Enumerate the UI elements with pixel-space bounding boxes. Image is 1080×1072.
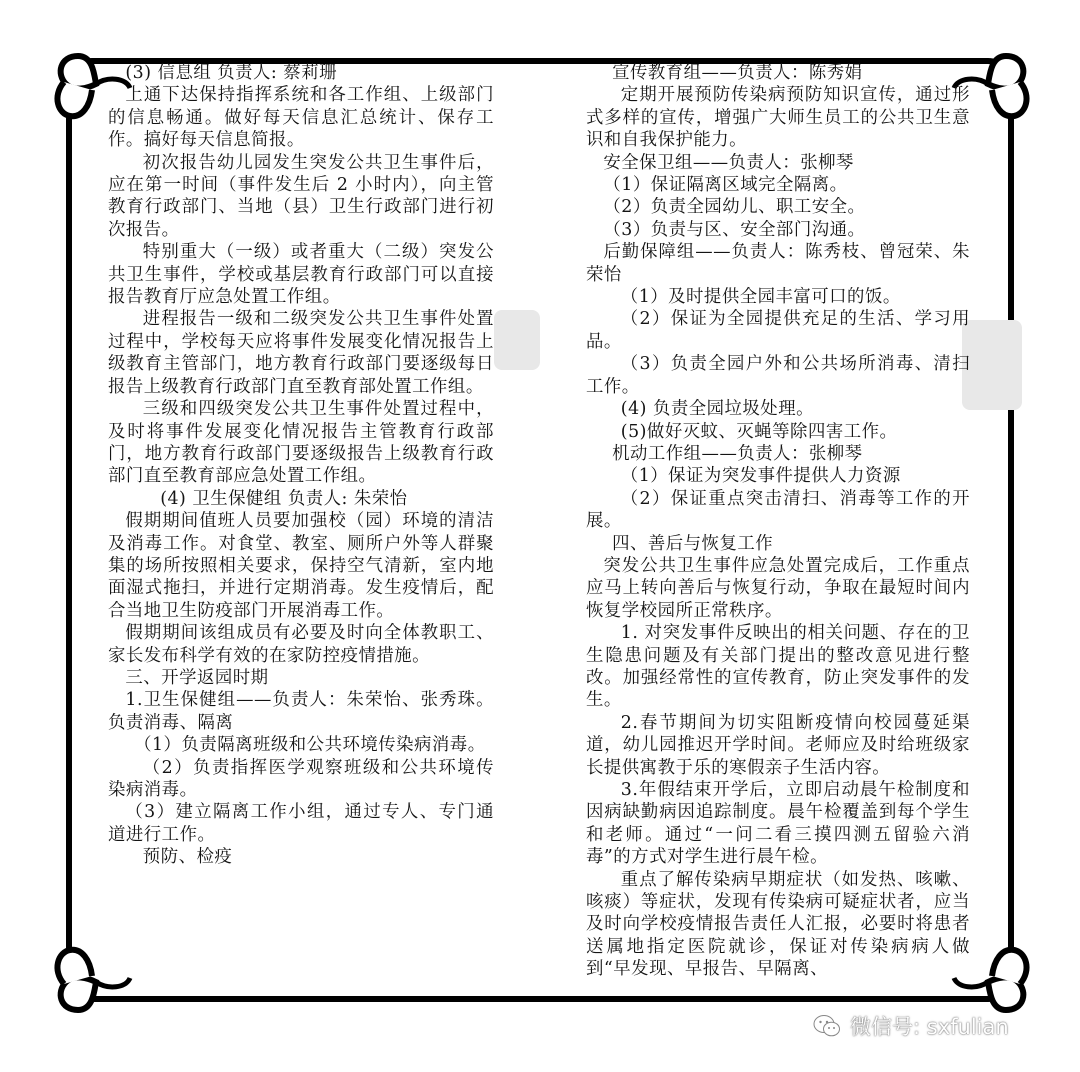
list-item: （1）负责隔离班级和公共环境传染病消毒。 xyxy=(134,735,486,756)
list-item: （2）负责指挥医学观察班级和公共环境传染病消毒。 xyxy=(108,757,494,800)
paragraph: 假期期间该组成员有必要及时向全体教职工、家长发布科学有效的在家防控疫情措施。 xyxy=(108,623,494,666)
side-tab-middle xyxy=(494,310,540,370)
list-item: （1）及时提供全园丰富可口的饭。 xyxy=(620,287,901,308)
paragraph: 2.春节期间为切实阻断疫情向校园蔓延渠道，幼儿园推迟开学时间。老师应及时给班级家长提供寓教于乐的寒假亲子生活内容。 xyxy=(586,712,970,778)
paragraph: 重点了解传染病早期症状（如发热、咳嗽、咳痰）等症状，发现有传染病可疑症状者，应当及时向学校疫情报告责任人汇报，必要时将患者送属地指定医院就诊，保证对传染病病人做到“早发现、早报告、早隔离、 xyxy=(586,869,970,980)
list-item: （2）负责全园幼儿、职工安全。 xyxy=(603,197,866,218)
right-text-column xyxy=(586,62,970,1002)
section-heading-info-group: (3) 信息组 负责人: 蔡莉珊 xyxy=(125,63,337,83)
list-item: 预防、检疫 xyxy=(142,847,233,868)
watermark-text: 微信号: sxfulian xyxy=(850,1015,1009,1039)
paragraph: 定期开展预防传染病预防知识宣传，通过形式多样的宣传，增强广大师生员工的公共卫生意识和自我保护能力。 xyxy=(586,85,970,151)
paragraph: 特别重大（一级）或者重大（二级）突发公共卫生事件，学校或基层教育行政部门可以直接报告教育厅应急处置工作组。 xyxy=(108,242,494,308)
list-item: (4) 负责全园垃圾处理。 xyxy=(620,399,814,420)
list-item: 1.卫生保健组——负责人：朱荣怡、张秀珠。负责消毒、隔离 xyxy=(108,690,494,733)
paragraph: 1. 对突发事件反映出的相关问题、存在的卫生隐患问题及有关部门提出的整改意见进行整改。加强经常性的宣传教育，防止突发事件的发生。 xyxy=(586,623,970,711)
list-item: （1）保证为突发事件提供人力资源 xyxy=(620,466,901,487)
paragraph: 假期期间值班人员要加强校（园）环境的清洁及消毒工作。对食堂、教室、厕所户外等人群聚集的场所按照相关要求，保持空气清新，室内地面湿式拖扫，并进行定期消毒。发生疫情后，配合当地卫生防疫部门开展消毒工作。 xyxy=(108,511,494,621)
paragraph: 3.年假结束开学后，立即启动晨午检制度和因病缺勤病因追踪制度。晨午检覆盖到每个学生和老师。通过“一问二看三摸四测五留验六消毒”的方式对学生进行晨午检。 xyxy=(586,780,970,868)
section-heading-security-group: 安全保卫组——负责人：张柳琴 xyxy=(603,152,854,173)
wechat-watermark xyxy=(812,1010,1009,1042)
paragraph: 三级和四级突发公共卫生事件处置过程中，及时将事件发展变化情况报告主管教育行政部门，地方教育行政部门要逐级报告上级教育行政部门直至教育部应急处置工作组。 xyxy=(108,399,494,487)
list-item: （2）保证重点突击清扫、消毒等工作的开展。 xyxy=(586,488,970,532)
list-item: （3）负责全园户外和公共场所消毒、清扫工作。 xyxy=(586,354,970,397)
list-item: (5)做好灭蚊、灭蝇等除四害工作。 xyxy=(620,421,898,442)
paragraph: 突发公共卫生事件应急处置完成后，工作重点应马上转向善后与恢复行动，争取在最短时间内恢复学校园所正常秩序。 xyxy=(586,555,970,621)
wechat-icon xyxy=(812,1013,842,1039)
paragraph: 进程报告一级和二级突发公共卫生事件处置过程中，学校每天应将事件发展变化情况报告上级教育主管部门，地方教育行政部门要逐级每日报告上级教育行政部门直至教育部处置工作组。 xyxy=(108,309,494,397)
list-item: （3）建立隔离工作小组，通过专人、专门通道进行工作。 xyxy=(108,802,494,845)
section-heading-publicity-group: 宣传教育组——负责人：陈秀娟 xyxy=(612,63,863,83)
left-text-column xyxy=(108,62,494,1002)
paragraph: 初次报告幼儿园发生突发公共卫生事件后，应在第一时间（事件发生后 2 小时内），向主管教育行政部门、当地（县）卫生行政部门进行初次报告。 xyxy=(108,152,494,240)
section-heading-mobile-group: 机动工作组——负责人：张柳琴 xyxy=(612,443,863,464)
section-heading-reopening: 三、开学返园时期 xyxy=(125,667,269,688)
side-tab-right xyxy=(962,320,1022,410)
list-item: （1）保证隔离区域完全隔离。 xyxy=(603,175,848,196)
list-item: （3）负责与区、安全部门沟通。 xyxy=(603,219,866,240)
paragraph: 上通下达保持指挥系统和各工作组、上级部门的信息畅通。做好每天信息汇总统计、保存工作。搞好每天信息简报。 xyxy=(108,85,494,151)
section-heading-recovery: 四、善后与恢复工作 xyxy=(612,533,774,554)
list-item: （2）保证为全园提供充足的生活、学习用品。 xyxy=(586,309,970,352)
section-heading-health-group: (4) 卫生保健组 负责人: 朱荣怡 xyxy=(160,488,408,509)
section-heading-logistics-group: 后勤保障组——负责人：陈秀枝、曾冠荣、朱荣怡 xyxy=(586,242,970,285)
